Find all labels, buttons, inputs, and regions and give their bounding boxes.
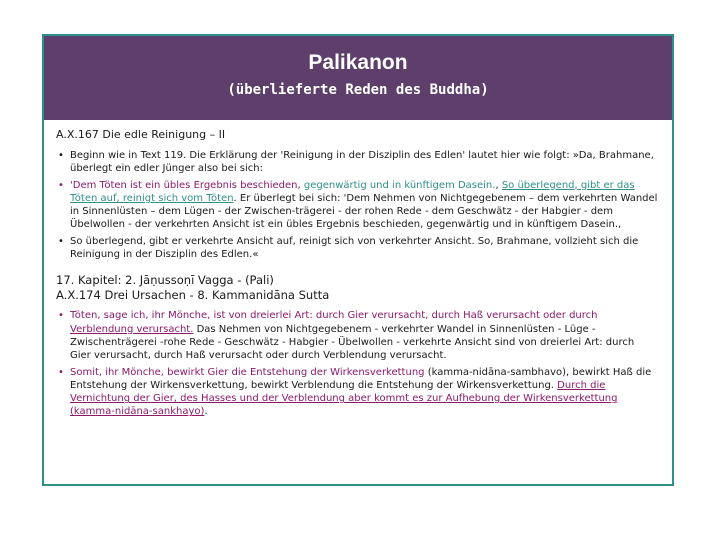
list-item-text: So überlegend, gibt er verkehrte Ansicht auf, reinigt sich von verkehrter Ansicht. So, Brahmane, vollzieht sich die Reinigung in der Disziplin des Edlen.«	[70, 235, 639, 261]
list-item-text: . Er überlegt bei sich: 'Dem Nehmen von Nichtgegebenem – dem verkehrten Wandel in Sinnenlüsten – dem Lügen - der Zwischen-trägerei - der rohen Rede - dem Geschwätz - der Habgier - dem Übelwollen - der verkehrten Ansicht ist ein übles Ergebnis beschieden, gegenwärtig und in künftigem Dasein.,	[70, 192, 658, 231]
bullet-icon: •	[58, 366, 64, 378]
header-banner	[44, 36, 672, 120]
highlight-text: Somit, ihr Mönche, bewirkt Gier die Entstehung der Wirkensverkettung	[70, 366, 425, 378]
bullet-icon: •	[58, 310, 64, 322]
list-item-text: (kamma-nidāna-sambhavo), bewirkt Haß die Entstehung der Wirkensverkettung, bewirkt Verblendung die Entstehung der Wirkensverkettung.	[70, 366, 652, 391]
list-item-text: Beginn wie in Text 119. Die Erklärung der 'Reinigung in der Disziplin des Edlen' lautet hier wie folgt: »Da, Brahmane, überlegt ein edler Jünger also bei sich:	[70, 150, 654, 175]
page-subtitle: (überlieferte Reden des Buddha)	[227, 82, 489, 98]
list-item	[56, 179, 658, 232]
page-title: Palikanon	[308, 51, 408, 74]
underlined-link-text[interactable]: Durch die Vernichtung der Gier, des Hasses und der Verblendung aber kommt es zur Aufhebung der Wirkensverkettung (kamma-nidāna-sankhayo)	[70, 379, 618, 418]
slide-frame	[42, 34, 674, 486]
list-item	[56, 366, 658, 419]
bullet-icon: •	[58, 179, 64, 191]
section-heading: A.X.167 Die edle Reinigung – II	[56, 128, 226, 141]
list-item	[56, 309, 658, 362]
chapter-heading: 17. Kapitel: 2. Jāṇussoṇī Vagga - (Pali)	[56, 273, 274, 288]
list-item-text: Das Nehmen von Nichtgegebenem - verkehrter Wandel in Sinnenlüsten - Lüge - Zwischenträgerei -rohe Rede - Geschwätz - Habgier - Übelwollen - verkehrte Ansicht sind von dreierlei Art: durch Gier verursacht, durch Haß verursacht oder durch Verblendung verursacht.	[70, 323, 635, 362]
highlight-text: 'Dem Töten ist ein übles Ergebnis beschieden,	[70, 179, 304, 191]
list-item	[56, 235, 658, 262]
sutta-heading: A.X.174 Drei Ursachen - 8. Kammanidāna Sutta	[56, 288, 330, 303]
section-a-x-167	[56, 128, 658, 261]
underlined-link-text[interactable]: So überlegend, gibt er das Töten auf, reinigt sich vom Töten	[70, 179, 635, 204]
underlined-highlight-text: Verblendung verursacht.	[70, 323, 194, 335]
section-a-x-174	[56, 273, 658, 418]
highlight-text: Töten, sage ich, ihr Mönche, ist von dreierlei Art: durch Gier verursacht, durch Haß verursacht oder durch	[70, 310, 598, 322]
list-item	[56, 149, 658, 176]
list-item-text: .	[204, 406, 208, 418]
content-area	[56, 128, 658, 422]
bullet-icon: •	[58, 150, 64, 161]
list-item-text: ,	[495, 179, 502, 191]
bullet-list	[56, 149, 658, 261]
bullet-list	[56, 309, 658, 418]
bullet-icon: •	[58, 235, 64, 247]
highlight-text: gegenwärtig und in künftigem Dasein.	[303, 179, 496, 191]
